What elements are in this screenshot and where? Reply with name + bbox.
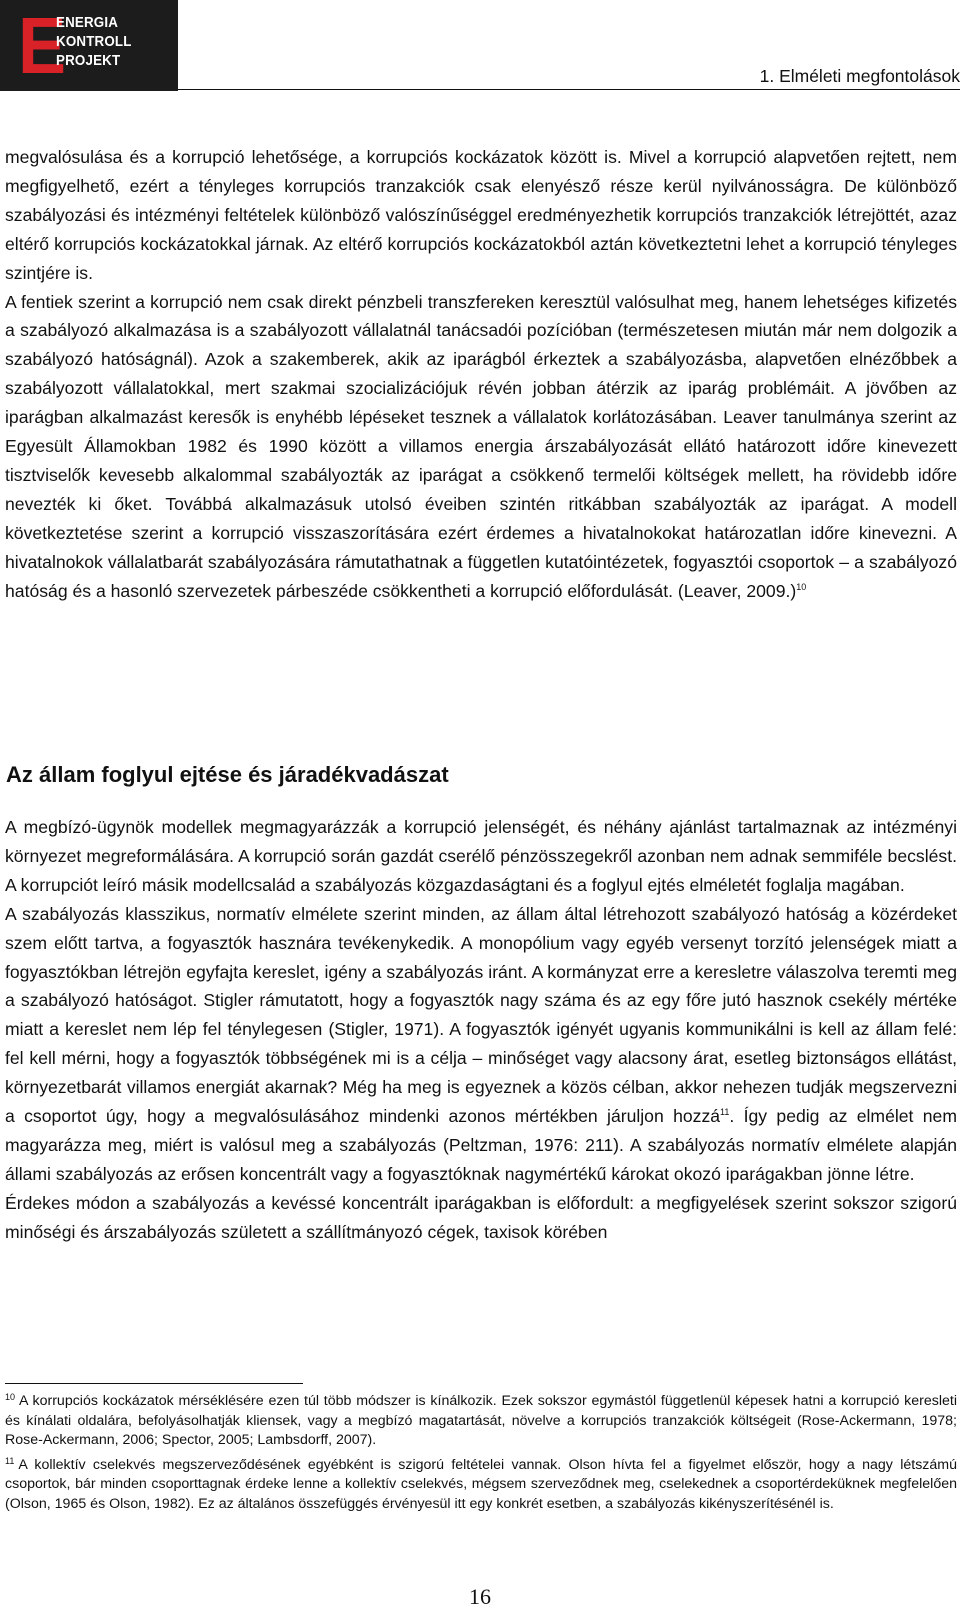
- footnote-reference: 10: [796, 581, 807, 592]
- paragraph: megvalósulása és a korrupció lehetősége, a korrupciós kockázatok között is. Mivel a korrupció alapvetően rejtett, nem megfigyelhető, ezért a tényleges korrupciós tranzakciók csak elenyésző része kerül nyilvánosságra. De különböző szabályozási és intézményi feltételek különböző valószínűséggel eredményezhetik korrupciós tranzakciók létrejöttét, azaz eltérő korrupciós kockázatokkal járnak. Az eltérő korrupciós kockázatokból aztán következtetni lehet a korrupció tényleges szintjére is.: [5, 147, 957, 283]
- footnote-number: 10: [5, 1392, 16, 1402]
- section-heading: Az állam foglyul ejtése és járadékvadászat: [6, 762, 449, 787]
- logo-letter: E: [18, 1, 67, 90]
- footnotes: [5, 1392, 957, 1519]
- logo-line-2: KONTROLL: [56, 34, 132, 50]
- paragraph: A megbízó-ügynök modellek megmagyarázzák a korrupció jelenségét, és néhány ajánlást tartalmaznak az intézményi környezet megreformálására. A korrupció során gazdát cserélő pénzösszegekről azonban nem adnak semmiféle becslést. A korrupciót leíró másik modellcsalád a szabályozás közgazdaságtani és a foglyul ejtés elméletét foglalja magában.: [5, 817, 957, 895]
- running-head: 1. Elméleti megfontolások: [759, 66, 960, 86]
- footnote-divider: [5, 1383, 303, 1384]
- paragraph-text: . Így pedig az elmélet nem magyarázza meg, miért is valósul meg a szabályozás (Peltzman, 1976: 211). A szabályozás normatív elmélete alapján állami szabályozás az erősen koncentrált vagy a fogyasztóknak nagymértékű károkat okozó iparágakban jönne létre.: [5, 1106, 957, 1184]
- footnote: [5, 1392, 957, 1451]
- header-divider: [178, 89, 960, 90]
- footnote-text: A kollektív cselekvés megszerveződésének egyébként is szigorú feltételei vannak. Olson hívta fel a figyelmet először, hogy a nagy létszámú csoportok, bár minden csoporttagnak érdeke lenne a kollektív cselekvés, mégsem szerveződnek meg, cselekednek a csoportérdeküknek megfelelően (Olson, 1965 és Olson, 1982). Ez az általános összefüggés érvényesül itt egy konkrét esetben, a szabályozás kikényszerítésénél is.: [5, 1456, 957, 1512]
- logo-text: [56, 14, 138, 71]
- paragraph-text: A szabályozás klasszikus, normatív elmélete szerint minden, az állam által létrehozott szabályozó hatóság a közérdeket szem előtt tartva, a fogyasztók hasznára tevékenykedik. A monopólium vagy egyéb versenyt torzító jelenségek miatt a fogyasztókban létrejön egyfajta kereslet, igény a szabályozás iránt. A kormányzat erre a keresletre válaszolva teremti meg a szabályozó hatóságot. Stigler rámutatott, hogy a fogyasztók nagy száma és az egy főre jutó hasznok csekély mértéke miatt a kereslet nem lép fel ténylegesen (Stigler, 1971). A fogyasztók igényét ugyanis kommunikálni is kell az állam felé: fel kell mérni, hogy a fogyasztók többségének mi is a célja – minőséget vagy alacsony árat, esetleg biztonságos ellátást, környezetbarát villamos energiát akarnak? Még ha meg is egyeznek a közös célban, akkor nehezen tudják megszervezni a csoportot úgy, hogy a megvalósulásához mindenki azonos mértékben járuljon hozzá: [5, 903, 957, 1127]
- paragraph-text: A fentiek szerint a korrupció nem csak direkt pénzbeli transzfereken keresztül valósulhat meg, hanem lehetséges kifizetés a szabályozó alkalmazása is a szabályozott vállalatnál tanácsadói pozícióban (természetesen miután már nem dolgozik a szabályozó hatóságnál). Azok a szakemberek, akik az iparágból érkeztek a szabályozásba, alapvetően elnézőbbek a szabályozott vállalatokkal, mert szakmai szocializációjuk révén jobban átérzik az iparág problémáit. A jövőben az iparágban alkalmazást keresők is enyhébb lépéseket tesznek a vállalatok korlátozásában. Leaver tanulmánya szerint az Egyesült Államokban 1982 és 1990 között a villamos energia árszabályozását ellátó határozott időre kinevezett tisztviselők kevesebb alkalommal szabályozták az iparágat a csökkenő termelői költségek mellett, ha rövidebb időre nevezték ki őket. Továbbá alkalmazásuk utolsó éveiben szintén ritkábban szabályozták az iparágat. A modell következtetése szerint a korrupció visszaszorítására ezért érdemes a hivatalnokokat határozatlan időre kinevezni. A hivatalnokok vállalatbarát szabályozására rámutathatnak a független kutatóintézetek, fogyasztói csoportok – a szabályozó hatóság és a hasonló szervezetek párbeszéde csökkentheti a korrupció előfordulását. (Leaver, 2009.): [5, 291, 957, 601]
- energia-kontroll-projekt-logo: [0, 0, 178, 91]
- footnote-text: A korrupciós kockázatok mérséklésére ezen túl több módszer is kínálkozik. Ezek sokszor egymástól függetlenül képesek hatni a korrupció keresleti és kínálati oldalára, befolyásolhatják kliensek, vagy a megbízó magatartását, növelve a korrupciós tranzakciók költségeit (Rose-Ackermann, 1978; Rose-Ackermann, 2006; Spector, 2005; Lambsdorff, 2007).: [5, 1393, 957, 1448]
- logo-line-1: ENERGIA: [56, 15, 119, 31]
- body-text-bottom: [5, 813, 957, 1247]
- page-number: 16: [469, 1584, 491, 1609]
- footnote-number: 11: [5, 1455, 15, 1466]
- paragraph: [5, 900, 957, 1189]
- paragraph: [5, 288, 957, 606]
- logo-line-3: PROJEKT: [56, 53, 121, 69]
- paragraph: Érdekes módon a szabályozás a kevéssé koncentrált iparágakban is előfordult: a megfigyelések szerint sokszor szigorú minőségi és árszabályozás született a szállítmányozó cégek, taxisok körében: [5, 1192, 957, 1242]
- body-text-top: [5, 143, 957, 606]
- footnote-reference: 11: [720, 1107, 730, 1118]
- footnote: [5, 1456, 957, 1515]
